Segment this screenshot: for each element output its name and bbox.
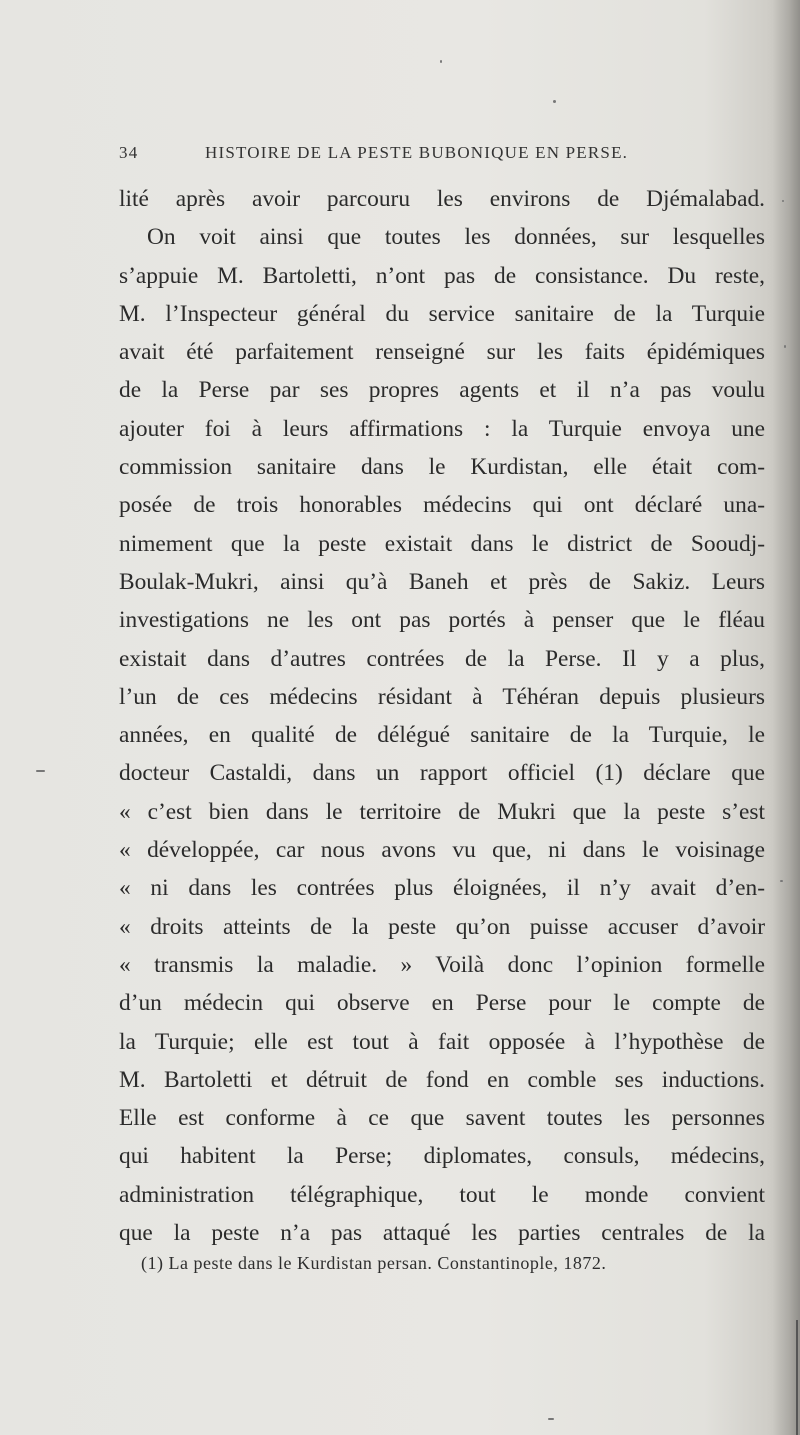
paper-speck: [440, 60, 442, 63]
text-line: lité après avoir parcouru les environs de Djémalabad.: [119, 186, 765, 212]
text-line: « transmis la maladie. » Voilà donc l’opinion formelle: [119, 951, 765, 978]
page-number: 34: [119, 143, 139, 162]
text-line: « ni dans les contrées plus éloignées, il n’y avait d’en-: [119, 875, 765, 902]
text-line: « droits atteints de la peste qu’on puisse accuser d’avoir: [119, 913, 765, 940]
paper-speck: [782, 200, 784, 202]
text-line: la Turquie; elle est tout à fait opposée à l’hypothèse de: [119, 1028, 765, 1055]
text-line: Boulak-Mukri, ainsi qu’à Baneh et près de Sakiz. Leurs: [119, 568, 765, 595]
text-line: docteur Castaldi, dans un rapport officiel (1) déclare que: [119, 760, 765, 787]
page-edge-line: [796, 1320, 798, 1435]
text-line: nimement que la peste existait dans le district de Sooudj-: [119, 530, 765, 557]
text-line: investigations ne les ont pas portés à penser que le fléau: [119, 607, 765, 634]
paper-speck: [36, 770, 45, 772]
page-edge-shadow: [772, 0, 800, 1435]
running-title: HISTOIRE DE LA PESTE BUBONIQUE EN PERSE.: [205, 143, 629, 162]
text-line: M. Bartoletti et détruit de fond en comble ses inductions.: [119, 1066, 765, 1093]
text-line: qui habitent la Perse; diplomates, consuls, médecins,: [119, 1143, 765, 1170]
text-line: administration télégraphique, tout le monde convient: [119, 1181, 765, 1208]
text-line: posée de trois honorables médecins qui ont déclaré una-: [119, 492, 765, 519]
text-line: commission sanitaire dans le Kurdistan, elle était com-: [119, 454, 765, 481]
paper-speck: [548, 1418, 554, 1420]
text-line: années, en qualité de délégué sanitaire de la Turquie, le: [119, 722, 765, 749]
text-line: « c’est bien dans le territoire de Mukri que la peste s’est: [119, 798, 765, 825]
text-line: « développée, car nous avons vu que, ni dans le voisinage: [119, 837, 765, 864]
text-line: s’appuie M. Bartoletti, n’ont pas de consistance. Du reste,: [119, 262, 765, 289]
text-line: de la Perse par ses propres agents et il n’a pas voulu: [119, 377, 765, 404]
text-line: ajouter foi à leurs affirmations : la Turquie envoya une: [119, 415, 765, 442]
paper-speck: [784, 345, 786, 348]
text-line: Elle est conforme à ce que savent toutes les personnes: [119, 1105, 765, 1132]
text-line: d’un médecin qui observe en Perse pour le compte de: [119, 990, 765, 1017]
footnote: (1) La peste dans le Kurdistan persan. Constantinople, 1872.: [141, 1253, 607, 1273]
paper-speck: [553, 100, 556, 103]
text-line: avait été parfaitement renseigné sur les faits épidémiques: [119, 339, 765, 366]
text-line: que la peste n’a pas attaqué les parties centrales de la: [119, 1220, 765, 1247]
text-line: existait dans d’autres contrées de la Perse. Il y a plus,: [119, 645, 765, 672]
text-line: l’un de ces médecins résidant à Téhéran depuis plusieurs: [119, 683, 765, 710]
text-line: On voit ainsi que toutes les données, sur lesquelles: [147, 224, 765, 251]
text-line: M. l’Inspecteur général du service sanitaire de la Turquie: [119, 300, 765, 327]
running-header: [119, 143, 689, 169]
body-text: [119, 180, 765, 1252]
paper-speck: [780, 880, 783, 882]
